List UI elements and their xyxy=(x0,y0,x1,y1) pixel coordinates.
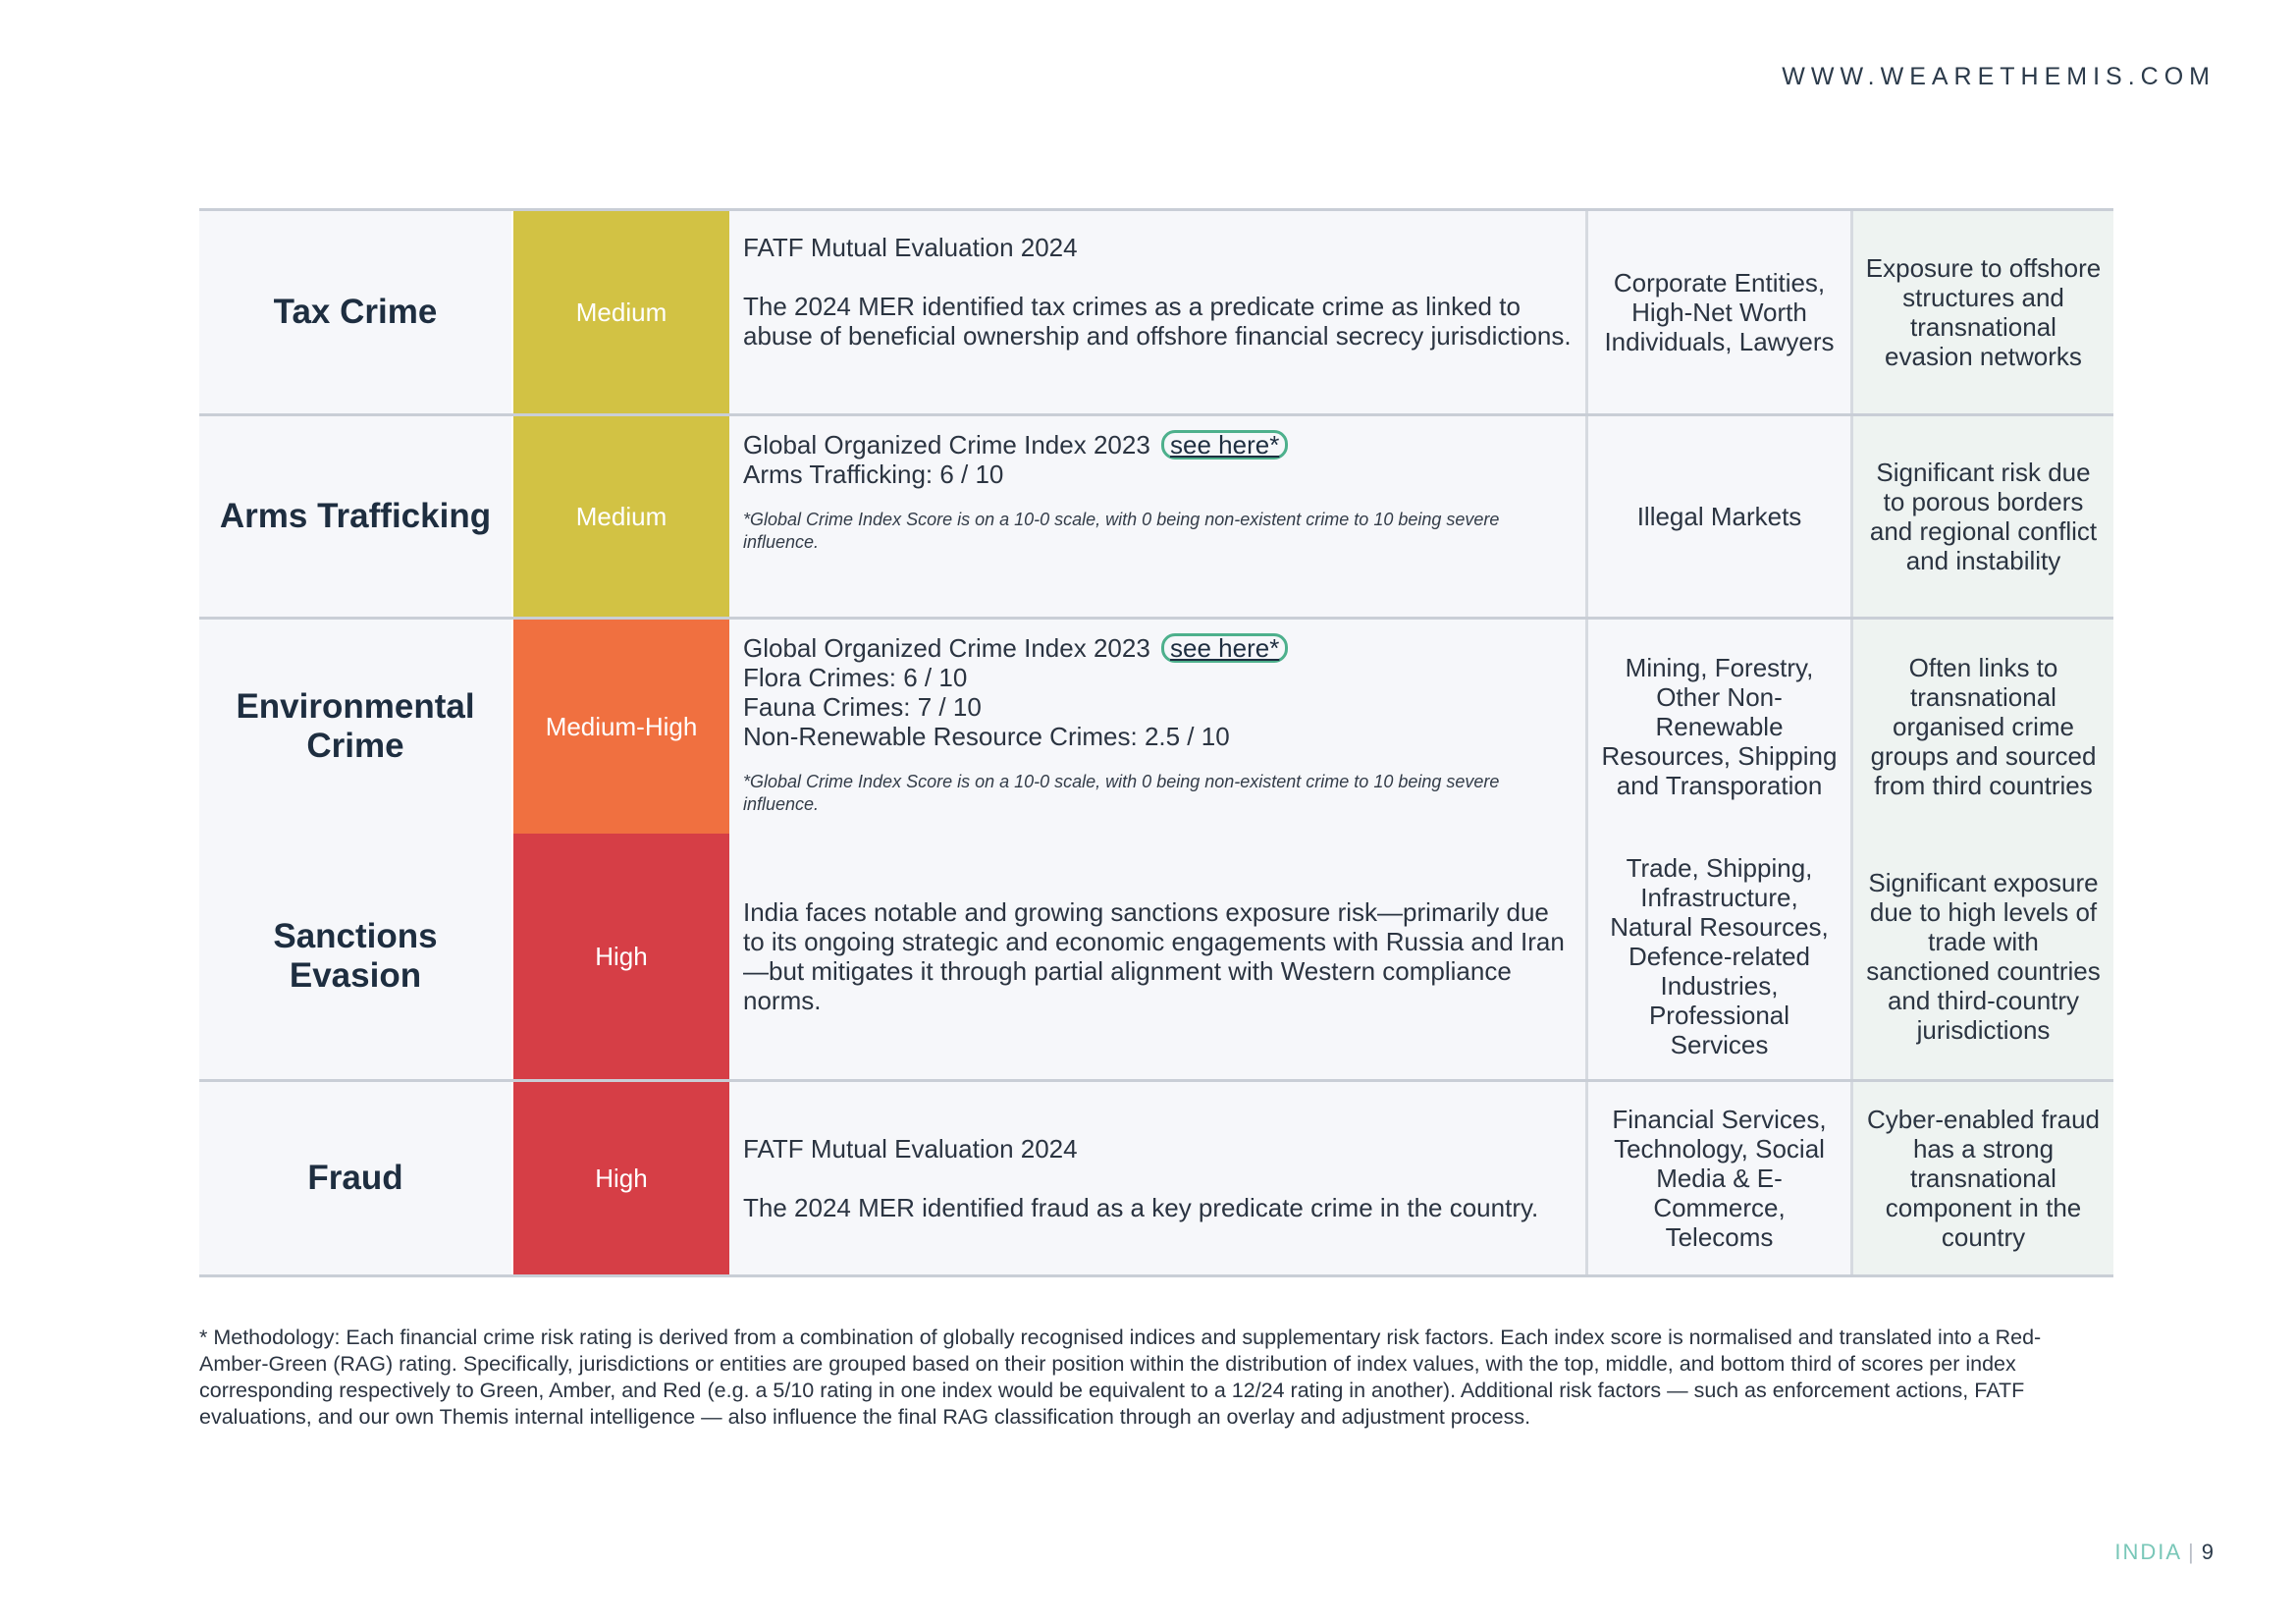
risk-rating: Medium-High xyxy=(511,620,729,834)
risk-rating: Medium xyxy=(511,416,729,617)
crime-name: Sanctions Evasion xyxy=(199,834,511,1079)
description-cell xyxy=(729,416,1585,617)
risk-table xyxy=(199,208,2113,1277)
crime-name: Environmental Crime xyxy=(199,620,511,834)
footer-separator: | xyxy=(2188,1540,2196,1564)
description-cell xyxy=(729,1082,1585,1274)
note-cell: Significant risk due to porous borders and regional conflict and instability xyxy=(1850,416,2113,617)
note-column xyxy=(1850,620,2113,1079)
name-column xyxy=(199,620,511,1079)
see-here-link[interactable]: see here* xyxy=(1161,633,1288,663)
sectors-cell: Mining, Forestry, Other Non-Renewable Resources, Shipping and Transporation xyxy=(1585,620,1850,834)
crime-name: Fraud xyxy=(199,1082,511,1274)
note-cell: Cyber-enabled fraud has a strong transnational component in the country xyxy=(1850,1082,2113,1274)
description-cell xyxy=(729,834,1585,1079)
site-url[interactable]: WWW.WEARETHEMIS.COM xyxy=(1782,63,2216,90)
sectors-cell: Illegal Markets xyxy=(1585,416,1850,617)
score-footnote: *Global Crime Index Score is on a 10-0 scale, with 0 being non-existent crime to 10 being severe influence. xyxy=(743,510,1500,552)
methodology-note: * Methodology: Each financial crime risk rating is derived from a combination of globally recognised indices and supplementary risk factors. Each index score is normalised and translated into a Red-Amber-Green (RAG) rating. Specifically, jurisdictions or entities are grouped based on their position within the distribution of index values, with the top, middle, and bottom third of scores per index corresponding respectively to Green, Amber, and Red (e.g. a 5/10 rating in one index would be equivalent to a 12/24 rating in another). Additional risk factors — such as enforcement actions, FATF evaluations, and our own Themis internal intelligence — also influence the final RAG classification through an overlay and adjustment process. xyxy=(199,1326,2042,1429)
table-row-group-env-sanctions xyxy=(199,620,2113,1082)
risk-rating: Medium xyxy=(511,211,729,413)
description-cell xyxy=(729,211,1585,413)
score-line: Arms Trafficking: 6 / 10 xyxy=(743,460,1004,489)
see-here-link[interactable]: see here* xyxy=(1161,430,1288,460)
score-line: Non-Renewable Resource Crimes: 2.5 / 10 xyxy=(743,722,1230,751)
note-cell: Significant exposure due to high levels of trade with sanctioned countries and third-country jurisdictions xyxy=(1850,834,2113,1079)
table-row-tax-crime xyxy=(199,211,2113,416)
rating-column xyxy=(511,620,729,1079)
sectors-cell: Corporate Entities, High-Net Worth Individuals, Lawyers xyxy=(1585,211,1850,413)
source-title: FATF Mutual Evaluation 2024 xyxy=(743,233,1078,262)
sectors-column xyxy=(1585,620,1850,1079)
page-number: 9 xyxy=(2201,1540,2216,1564)
description-text: The 2024 MER identified fraud as a key predicate crime in the country. xyxy=(743,1193,1539,1222)
crime-name: Arms Trafficking xyxy=(199,416,511,617)
sectors-cell: Trade, Shipping, Infrastructure, Natural Resources, Defence-related Industries, Professional Services xyxy=(1585,834,1850,1079)
note-cell: Exposure to offshore structures and transnational evasion networks xyxy=(1850,211,2113,413)
risk-rating: High xyxy=(511,834,729,1079)
source-line xyxy=(743,430,1572,460)
sectors-cell: Financial Services, Technology, Social Media & E-Commerce, Telecoms xyxy=(1585,1082,1850,1274)
source-line xyxy=(743,633,1572,663)
note-cell: Often links to transnational organised crime groups and sourced from third countries xyxy=(1850,620,2113,834)
source-title: Global Organized Crime Index 2023 xyxy=(743,430,1150,460)
source-title: FATF Mutual Evaluation 2024 xyxy=(743,1134,1078,1164)
risk-rating: High xyxy=(511,1082,729,1274)
score-line: Fauna Crimes: 7 / 10 xyxy=(743,692,982,722)
score-footnote: *Global Crime Index Score is on a 10-0 scale, with 0 being non-existent crime to 10 being severe influence. xyxy=(743,772,1500,814)
crime-name: Tax Crime xyxy=(199,211,511,413)
score-line: Flora Crimes: 6 / 10 xyxy=(743,663,968,692)
description-text: India faces notable and growing sanctions exposure risk—primarily due to its ongoing strategic and economic engagements with Russia and Iran—but mitigates it through partial alignment with Western compliance norms. xyxy=(743,897,1565,1015)
description-column xyxy=(729,620,1585,1079)
footer-country: INDIA xyxy=(2114,1540,2183,1564)
table-row-fraud xyxy=(199,1082,2113,1277)
description-cell xyxy=(729,620,1585,834)
description-text: The 2024 MER identified tax crimes as a predicate crime as linked to abuse of beneficial ownership and offshore financial secrecy jurisdictions. xyxy=(743,292,1572,351)
page-footer xyxy=(2114,1540,2216,1565)
table-row-arms-trafficking xyxy=(199,416,2113,620)
source-title: Global Organized Crime Index 2023 xyxy=(743,633,1150,663)
